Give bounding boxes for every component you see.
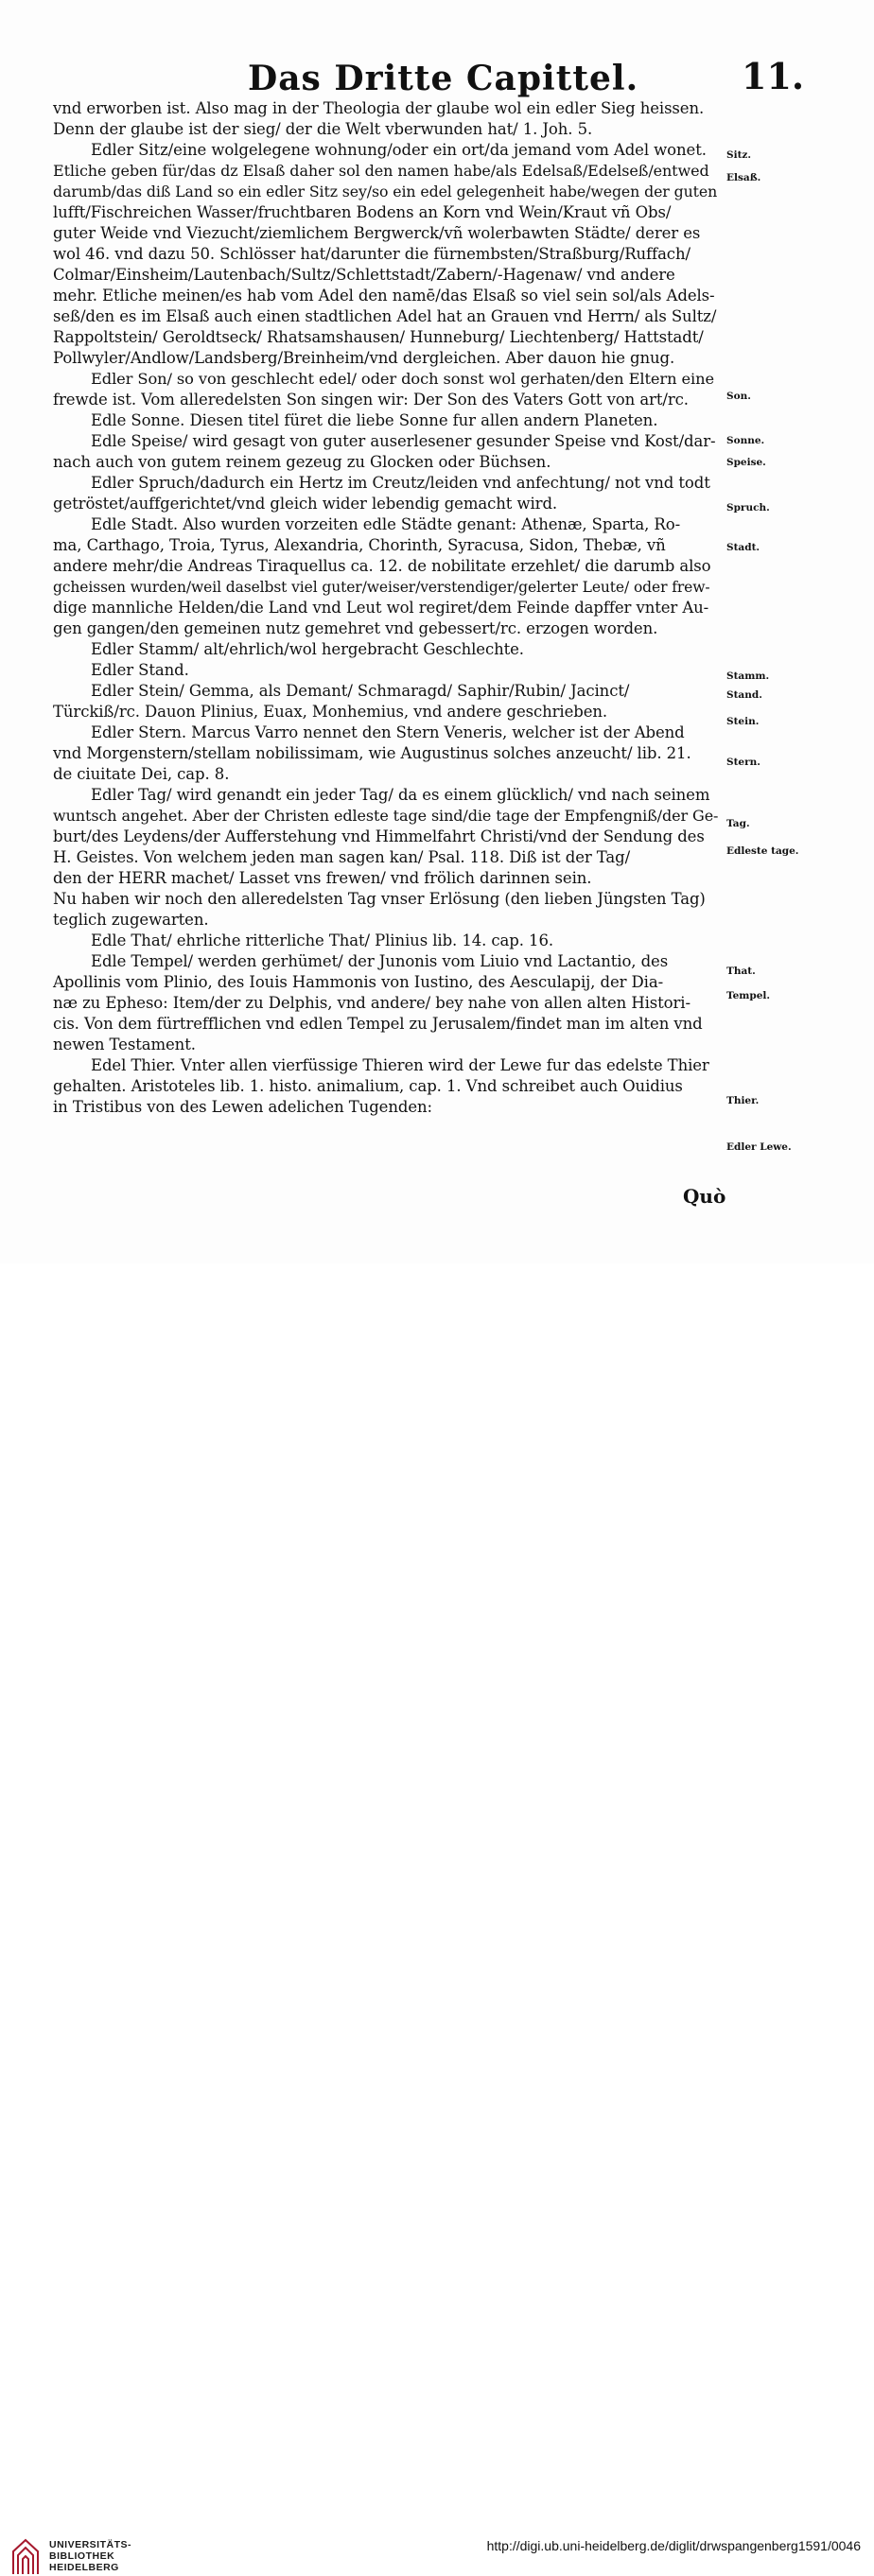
text-line: Edle Stadt. Also wurden vorzeiten edle Städte genant: Athenæ, Sparta, Ro- <box>91 515 681 533</box>
text-line: teglich zugewarten. <box>53 911 209 929</box>
margin-note-thier: Thier. <box>726 1095 760 1106</box>
text-line: Edle Speise/ wird gesagt von guter auserlesener gesunder Speise vnd Kost/dar- <box>91 432 716 450</box>
text-line: vnd Morgenstern/stellam nobilissimam, wie Augustinus solches anzeucht/ lib. 21. <box>53 744 691 762</box>
text-line: nach auch von gutem reinem gezeug zu Glocken oder Büchsen. <box>53 453 551 471</box>
text-line: getröstet/auffgerichtet/vnd gleich wider lebendig gemacht wird. <box>53 495 558 513</box>
text-line: Edler Son/ so von geschlecht edel/ oder doch sonst wol gerhaten/den Eltern eine <box>91 370 715 388</box>
text-line: cis. Von dem fürtrefflichen vnd edlen Tempel zu Jerusalem/findet man im alten vnd <box>53 1015 703 1033</box>
library-name: UNIVERSITÄTS- BIBLIOTHEK HEIDELBERG <box>49 2539 132 2573</box>
text-line: gehalten. Aristoteles lib. 1. histo. animalium, cap. 1. Vnd schreibet auch Ouidius <box>53 1077 683 1095</box>
margin-note-speise: Speise. <box>726 457 766 468</box>
text-line: den der HERR machet/ Lasset vns frewen/ vnd frölich darinnen sein. <box>53 869 592 887</box>
margin-note-tempel: Tempel. <box>726 990 771 1001</box>
text-line: Edler Tag/ wird genandt ein jeder Tag/ da es einem glücklich/ vnd nach seinem <box>91 786 710 804</box>
text-line: wol 46. vnd dazu 50. Schlösser hat/darunter die fürnembsten/Straßburg/Ruffach/ <box>53 245 690 263</box>
text-line: Edler Stern. Marcus Varro nennet den Stern Veneris, welcher ist der Abend <box>91 723 685 741</box>
text-line: Edler Sitz/eine wolgelegene wohnung/oder ein ort/da jemand vom Adel wonet. <box>91 141 707 159</box>
margin-note-stand: Stand. <box>726 689 762 701</box>
margin-note-stamm: Stamm. <box>726 670 770 682</box>
margin-note-son: Son. <box>726 391 751 402</box>
text-line: newen Testament. <box>53 1036 196 1053</box>
text-line: wuntsch angehet. Aber der Christen edleste tage sind/die tage der Empfengniß/der Ge- <box>53 807 719 825</box>
margin-note-edleste-tage: Edleste tage. <box>726 845 799 857</box>
text-line: næ zu Epheso: Item/der zu Delphis, vnd andere/ bey nahe von allen alten Histori- <box>53 994 690 1012</box>
text-line: Apollinis vom Plinio, des Iouis Hammonis von Iustino, des Aesculapij, der Dia- <box>53 973 664 991</box>
text-line: Denn der glaube ist der sieg/ der die Welt vberwunden hat/ 1. Joh. 5. <box>53 120 593 138</box>
running-title: Das Dritte Capittel. <box>248 59 639 98</box>
text-line: in Tristibus von des Lewen adelichen Tugenden: <box>53 1098 432 1116</box>
text-line: de ciuitate Dei, cap. 8. <box>53 765 230 783</box>
text-line: Edler Stamm/ alt/ehrlich/wol hergebracht Geschlechte. <box>91 640 524 658</box>
text-line: Türckiß/rc. Dauon Plinius, Euax, Monhemius, vnd andere geschrieben. <box>53 703 608 721</box>
text-line: vnd erworben ist. Also mag in der Theologia der glaube wol ein edler Sieg heissen. <box>53 99 705 117</box>
text-line: ma, Carthago, Troia, Tyrus, Alexandria, Chorinth, Syracusa, Sidon, Thebæ, vñ <box>53 536 666 554</box>
book-page <box>0 0 874 1263</box>
text-line: seß/den es im Elsaß auch einen stadtlichen Adel hat an Grauen vnd Herrn/ als Sultz/ <box>53 307 717 325</box>
text-line: Pollwyler/Andlow/Landsberg/Breinheim/vnd dergleichen. Aber dauon hie gnug. <box>53 349 675 367</box>
text-line: lufft/Fischreichen Wasser/fruchtbaren Bodens an Korn vnd Wein/Kraut vñ Obs/ <box>53 203 672 221</box>
text-line: Edel Thier. Vnter allen vierfüssige Thieren wird der Lewe fur das edelste Thier <box>91 1056 709 1074</box>
catchword: Quò <box>683 1185 726 1208</box>
permalink-url[interactable]: http://digi.ub.uni-heidelberg.de/diglit/drwspangenberg1591/0046 <box>486 2538 861 2553</box>
text-line: Nu haben wir noch den alleredelsten Tag vnser Erlösung (den lieben Jüngsten Tag) <box>53 890 706 908</box>
margin-note-stadt: Stadt. <box>726 542 760 553</box>
text-line: burt/des Leydens/der Aufferstehung vnd Himmelfahrt Christi/vnd der Sendung des <box>53 827 705 845</box>
text-line: Edler Spruch/dadurch ein Hertz im Creutz/leiden vnd anfechtung/ not vnd todt <box>91 474 710 492</box>
text-line: Edle Sonne. Diesen titel füret die liebe Sonne fur allen andern Planeten. <box>91 411 658 429</box>
text-line: guter Weide vnd Viezucht/ziemlichem Bergwerck/vñ wolerbawten Städte/ derer es <box>53 224 701 242</box>
margin-note-stein: Stein. <box>726 716 760 727</box>
text-line: Edler Stein/ Gemma, als Demant/ Schmaragd/ Saphir/Rubin/ Jacinct/ <box>91 682 630 700</box>
viewer-footer <box>0 1263 874 2573</box>
text-line: Colmar/Einsheim/Lautenbach/Sultz/Schlettstadt/Zabern/-Hagenaw/ vnd andere <box>53 266 675 284</box>
text-line: Edle Tempel/ werden gerhümet/ der Junonis vom Liuio vnd Lactantio, des <box>91 952 669 970</box>
text-line: dige mannliche Helden/die Land vnd Leut wol regiret/dem Feinde dapffer vnter Au- <box>53 599 709 617</box>
margin-note-that: That. <box>726 966 756 977</box>
text-line: gen gangen/den gemeinen nutz gemehret vnd gebessert/rc. erzogen worden. <box>53 619 658 637</box>
margin-note-elsass: Elsaß. <box>726 172 761 183</box>
library-logo-icon <box>9 2536 42 2576</box>
text-line: H. Geistes. Von welchem jeden man sagen kan/ Psal. 118. Diß ist der Tag/ <box>53 848 631 866</box>
text-line: Edler Stand. <box>91 661 189 679</box>
margin-note-stern: Stern. <box>726 757 760 768</box>
text-line: Rappoltstein/ Geroldtseck/ Rhatsamshausen/ Hunneburg/ Liechtenberg/ Hattstadt/ <box>53 328 704 346</box>
margin-note-tag: Tag. <box>726 818 750 829</box>
text-line: frewde ist. Vom alleredelsten Son singen wir: Der Son des Vaters Gott von art/rc. <box>53 391 689 409</box>
text-line: Edle That/ ehrliche ritterliche That/ Plinius lib. 14. cap. 16. <box>91 931 553 949</box>
text-line: darumb/das diß Land so ein edler Sitz sey/so ein edel gelegenheit habe/wegen der guten <box>53 183 718 200</box>
text-line: gcheissen wurden/weil daselbst viel guter/weiser/verstendiger/gelerter Leute/ oder frew- <box>53 579 710 596</box>
folio-number: 11. <box>742 55 805 97</box>
text-line: Etliche geben für/das dz Elsaß daher sol den namen habe/als Edelsaß/Edelseß/entwed <box>53 162 709 180</box>
text-line: mehr. Etliche meinen/es hab vom Adel den namē/das Elsaß so viel sein sol/als Adels- <box>53 287 715 305</box>
margin-note-edler-lewe: Edler Lewe. <box>726 1141 792 1153</box>
margin-note-sitz: Sitz. <box>726 149 752 161</box>
margin-note-spruch: Spruch. <box>726 502 770 513</box>
margin-note-sonne: Sonne. <box>726 435 765 446</box>
text-line: andere mehr/die Andreas Tiraquellus ca. 12. de nobilitate erzehlet/ die darumb also <box>53 557 711 575</box>
